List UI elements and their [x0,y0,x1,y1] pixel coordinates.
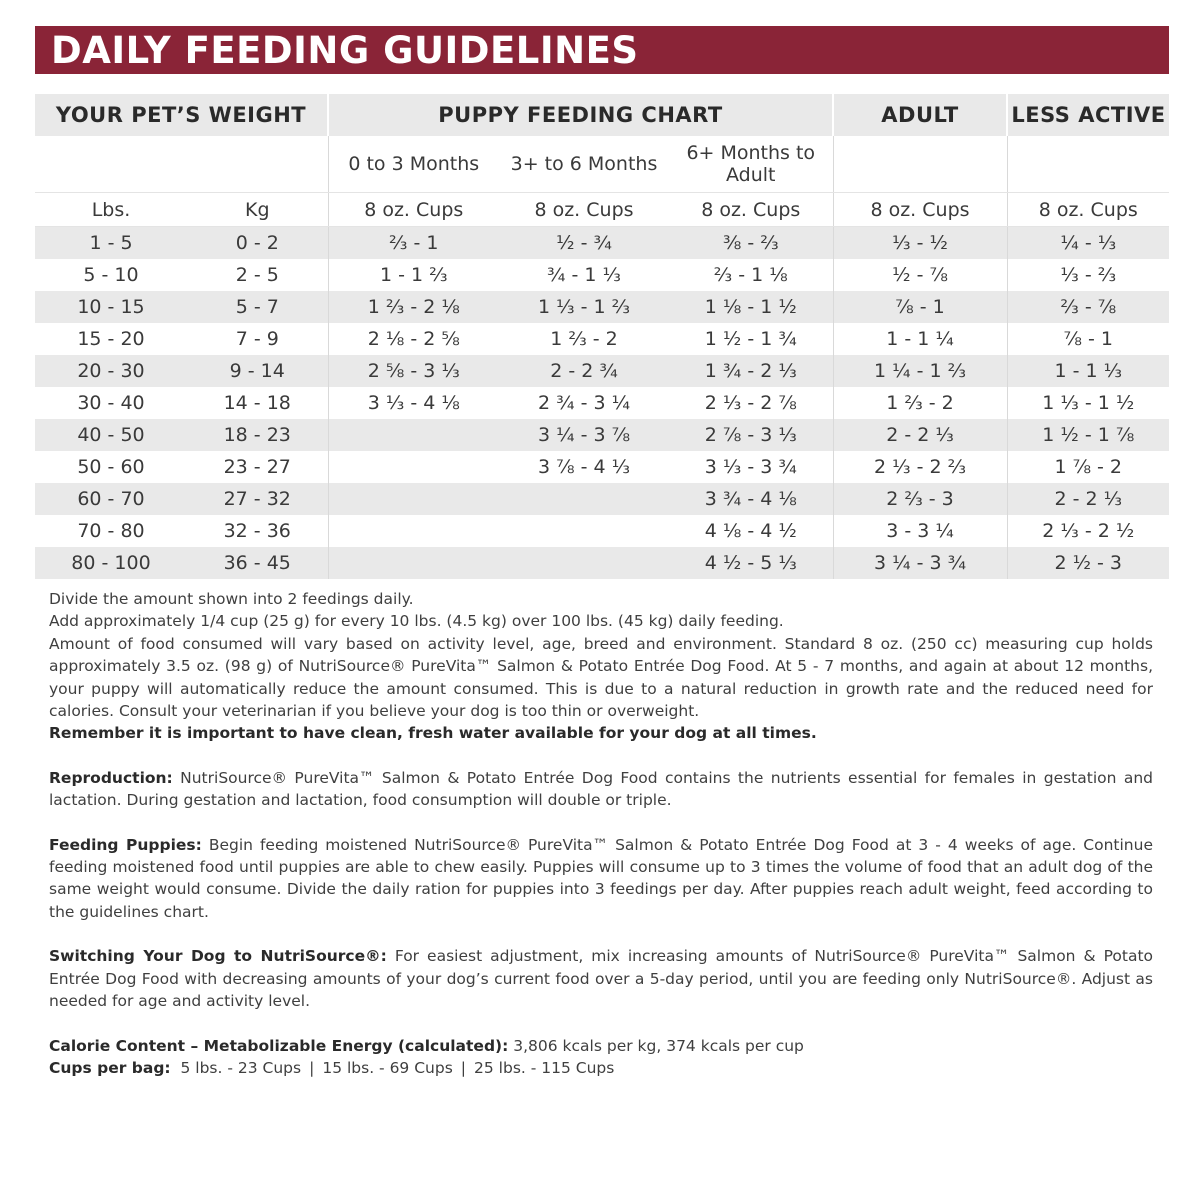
weight-lbs: 50 - 60 [77,456,145,478]
cups-6-months-adult: 4 ½ - 5 ⅓ [669,547,833,579]
header-adult: ADULT [833,94,1007,136]
weight-kg: 14 - 18 [223,392,291,414]
cups-0-3-months: 2 ⅝ - 3 ⅓ [328,355,499,387]
weight-lbs: 60 - 70 [35,483,187,515]
note-consumption: Amount of food consumed will vary based on activity level, age, breed and environment. Standard 8 oz. (250 cc) measuring cup holds approximately 3.5 oz. (98 g) of NutriSource® PureVita™ Salmon & Potato Entrée Dog Food. At 5 - 7 months, and again at about 12 months, your puppy will automatically reduce the amount consumed. This is due to a natural reduction in growth rate and the reduced need for calories. Consult your veterinarian if you believe your dog is too thin or overweight. [49,634,1153,721]
table-row [35,419,1169,451]
cups-3-6-months: 2 ¾ - 3 ¼ [537,392,631,414]
calorie-text: 3,806 kcals per kg, 374 kcals per cup [508,1036,804,1055]
cups-3-6-months: 2 - 2 ¾ [499,355,669,387]
cups-less-active: 2 - 2 ⅓ [1007,483,1169,515]
units-row [35,193,1169,227]
weight-lbs: 30 - 40 [77,392,145,414]
cups-separator: | [309,1058,315,1077]
page-title: DAILY FEEDING GUIDELINES [51,28,639,72]
cups-item: 15 lbs. - 69 Cups [322,1058,453,1077]
cups-0-3-months [328,515,499,547]
table-row [35,547,1169,579]
cups-0-3-months: 1 ⅔ - 2 ⅛ [328,291,499,323]
weight-kg: 5 - 7 [187,291,328,323]
cups-adult: 2 ⅓ - 2 ⅔ [833,451,1007,483]
weight-kg: 2 - 5 [235,264,279,286]
cups-0-3-months: 2 ⅛ - 2 ⅝ [328,323,499,355]
weight-lbs: 40 - 50 [35,419,187,451]
reproduction-section [49,767,1153,812]
weight-lbs: 1 - 5 [35,227,187,260]
cups-less-active: 1 - 1 ⅓ [1007,355,1169,387]
cups-3-6-months [499,547,669,579]
table-row [35,291,1169,323]
cups-3-6-months: 3 ⅞ - 4 ⅓ [537,456,631,478]
table-row [35,227,1169,260]
switching-text: For easiest adjustment, mix increasing amounts of NutriSource® PureVita™ Salmon & Potato Entrée Dog Food with decreasing amounts of your dog’s current food over a 5-day period, until you are feeding only NutriSource®. Adjust as needed for age and activity level. [49,947,1154,1011]
cups-6-months-adult: ⅜ - ⅔ [669,227,833,260]
cups-adult: 2 - 2 ⅓ [833,419,1007,451]
cups-6-months-adult: 4 ⅛ - 4 ½ [704,520,797,542]
weight-lbs: 15 - 20 [77,328,145,350]
cups-less-active: ⅔ - ⅞ [1007,291,1169,323]
table-row [35,451,1169,483]
cups-less-active: 2 ⅓ - 2 ½ [1007,515,1169,547]
cups-6-months-adult: 1 ½ - 1 ¾ [704,328,797,350]
table-row [35,483,1169,515]
calorie-section [49,1035,1153,1057]
weight-lbs: 10 - 15 [35,291,187,323]
header-less-active: LESS ACTIVE [1007,94,1169,136]
cups-3-6-months: 3 ¼ - 3 ⅞ [499,419,669,451]
weight-lbs: 20 - 30 [35,355,187,387]
age-row [35,136,1169,193]
age-3-6-months: 3+ to 6 Months [499,136,669,193]
table-row [35,515,1169,547]
feeding-chart-table [35,94,1169,579]
note-feedings: Divide the amount shown into 2 feedings daily. [49,590,414,608]
cups-0-3-months: 3 ⅓ - 4 ⅛ [328,387,499,419]
weight-kg: 7 - 9 [235,328,279,350]
unit-kg: Kg [187,193,328,227]
table-row [35,259,1169,291]
weight-lbs: 80 - 100 [35,547,187,579]
cups-less-active: ⅞ - 1 [1007,323,1169,355]
unit-cups: 8 oz. Cups [328,193,499,227]
cups-3-6-months: ½ - ¾ [499,227,669,260]
header-weight: YOUR PET’S WEIGHT [35,94,328,136]
weight-lbs: 70 - 80 [77,520,145,542]
cups-less-active: 2 ½ - 3 [1007,547,1169,579]
cups-adult: 1 ¼ - 1 ⅔ [833,355,1007,387]
cups-6-months-adult: 2 ⅞ - 3 ⅓ [669,419,833,451]
title-banner [35,26,1169,74]
age-6-months-adult: 6+ Months to Adult [669,136,833,193]
cups-0-3-months [328,419,499,451]
table-row [35,355,1169,387]
cups-item: 25 lbs. - 115 Cups [474,1058,615,1077]
switching-section [49,945,1153,1012]
weight-kg: 9 - 14 [187,355,328,387]
cups-less-active: 1 ½ - 1 ⅞ [1007,419,1169,451]
feeding-notes [49,588,1153,1079]
cups-6-months-adult: ⅔ - 1 ⅛ [713,264,788,286]
header-puppy: PUPPY FEEDING CHART [328,94,833,136]
cups-separator: | [460,1058,467,1077]
puppies-section [49,834,1153,924]
cups-3-6-months [499,483,669,515]
table-body [35,227,1169,580]
cups-less-active: ⅓ - ⅔ [1007,259,1169,291]
weight-kg: 32 - 36 [223,520,291,542]
cups-adult: 1 - 1 ¼ [833,323,1007,355]
cups-6-months-adult: 2 ⅓ - 2 ⅞ [704,392,797,414]
table-row [35,323,1169,355]
cups-6-months-adult: 1 ¾ - 2 ⅓ [669,355,833,387]
cups-less-active: ¼ - ⅓ [1007,227,1169,260]
cups-adult: 3 - 3 ¼ [833,515,1007,547]
table-header-row [35,94,1169,136]
cups-less-active: 1 ⅞ - 2 [1007,451,1169,483]
puppies-text: Begin feeding moistened NutriSource® PureVita™ Salmon & Potato Entrée Dog Food at 3 - 4 weeks of age. Continue feeding moistened food until puppies are able to chew easily. Puppies will consume up to 3 times the volume of food that an adult dog of the same weight would consume. Divide the daily ration for puppies into 3 feedings per day. After puppies reach adult weight, feed according to the guidelines chart. [49,835,1153,921]
cups-0-3-months [328,483,499,515]
unit-cups: 8 oz. Cups [499,193,669,227]
cups-0-3-months: ⅔ - 1 [328,227,499,260]
cups-6-months-adult: 1 ⅛ - 1 ½ [669,291,833,323]
cups-adult: 3 ¼ - 3 ¾ [833,547,1007,579]
cups-item: 5 lbs. - 23 Cups [180,1058,302,1077]
note-water: Remember it is important to have clean, fresh water available for your dog at all times. [49,724,817,743]
cups-per-bag-section [49,1057,1153,1079]
cups-6-months-adult: 3 ¾ - 4 ⅛ [669,483,833,515]
weight-kg: 23 - 27 [223,456,291,478]
reproduction-label: Reproduction: [49,768,173,787]
note-extra-weight: Add approximately 1/4 cup (25 g) for every 10 lbs. (4.5 kg) over 100 lbs. (45 kg) daily feeding. [49,612,784,631]
weight-kg: 18 - 23 [187,419,328,451]
cups-label: Cups per bag: [49,1058,171,1077]
table-row [35,387,1169,419]
weight-kg: 36 - 45 [187,547,328,579]
cups-0-3-months [328,547,499,579]
cups-3-6-months: ¾ - 1 ⅓ [547,264,621,286]
cups-0-3-months: 1 - 1 ⅔ [328,259,499,291]
cups-adult: 1 ⅔ - 2 [833,387,1007,419]
calorie-label: Calorie Content – Metabolizable Energy (calculated): [49,1036,509,1055]
unit-cups: 8 oz. Cups [833,193,1007,227]
weight-lbs: 5 - 10 [83,264,139,286]
cups-adult: ⅞ - 1 [833,291,1007,323]
switching-label: Switching Your Dog to NutriSource®: [49,947,387,966]
weight-kg: 27 - 32 [187,483,328,515]
cups-less-active: 1 ⅓ - 1 ½ [1007,387,1169,419]
unit-cups: 8 oz. Cups [1007,193,1169,227]
puppies-label: Feeding Puppies: [49,835,202,854]
cups-3-6-months: 1 ⅔ - 2 [550,328,618,350]
reproduction-text: NutriSource® PureVita™ Salmon & Potato Entrée Dog Food contains the nutrients essential for females in gestation and lactation. During gestation and lactation, food consumption will double or triple. [49,768,1153,810]
unit-cups: 8 oz. Cups [669,193,833,227]
cups-0-3-months [328,451,499,483]
unit-lbs: Lbs. [35,193,187,227]
cups-adult: ⅓ - ½ [833,227,1007,260]
cups-3-6-months: 1 ⅓ - 1 ⅔ [499,291,669,323]
age-0-3-months: 0 to 3 Months [328,136,499,193]
cups-adult: ½ - ⅞ [833,259,1007,291]
cups-adult: 2 ⅔ - 3 [833,483,1007,515]
cups-6-months-adult: 3 ⅓ - 3 ¾ [704,456,797,478]
weight-kg: 0 - 2 [187,227,328,260]
cups-3-6-months [499,515,669,547]
